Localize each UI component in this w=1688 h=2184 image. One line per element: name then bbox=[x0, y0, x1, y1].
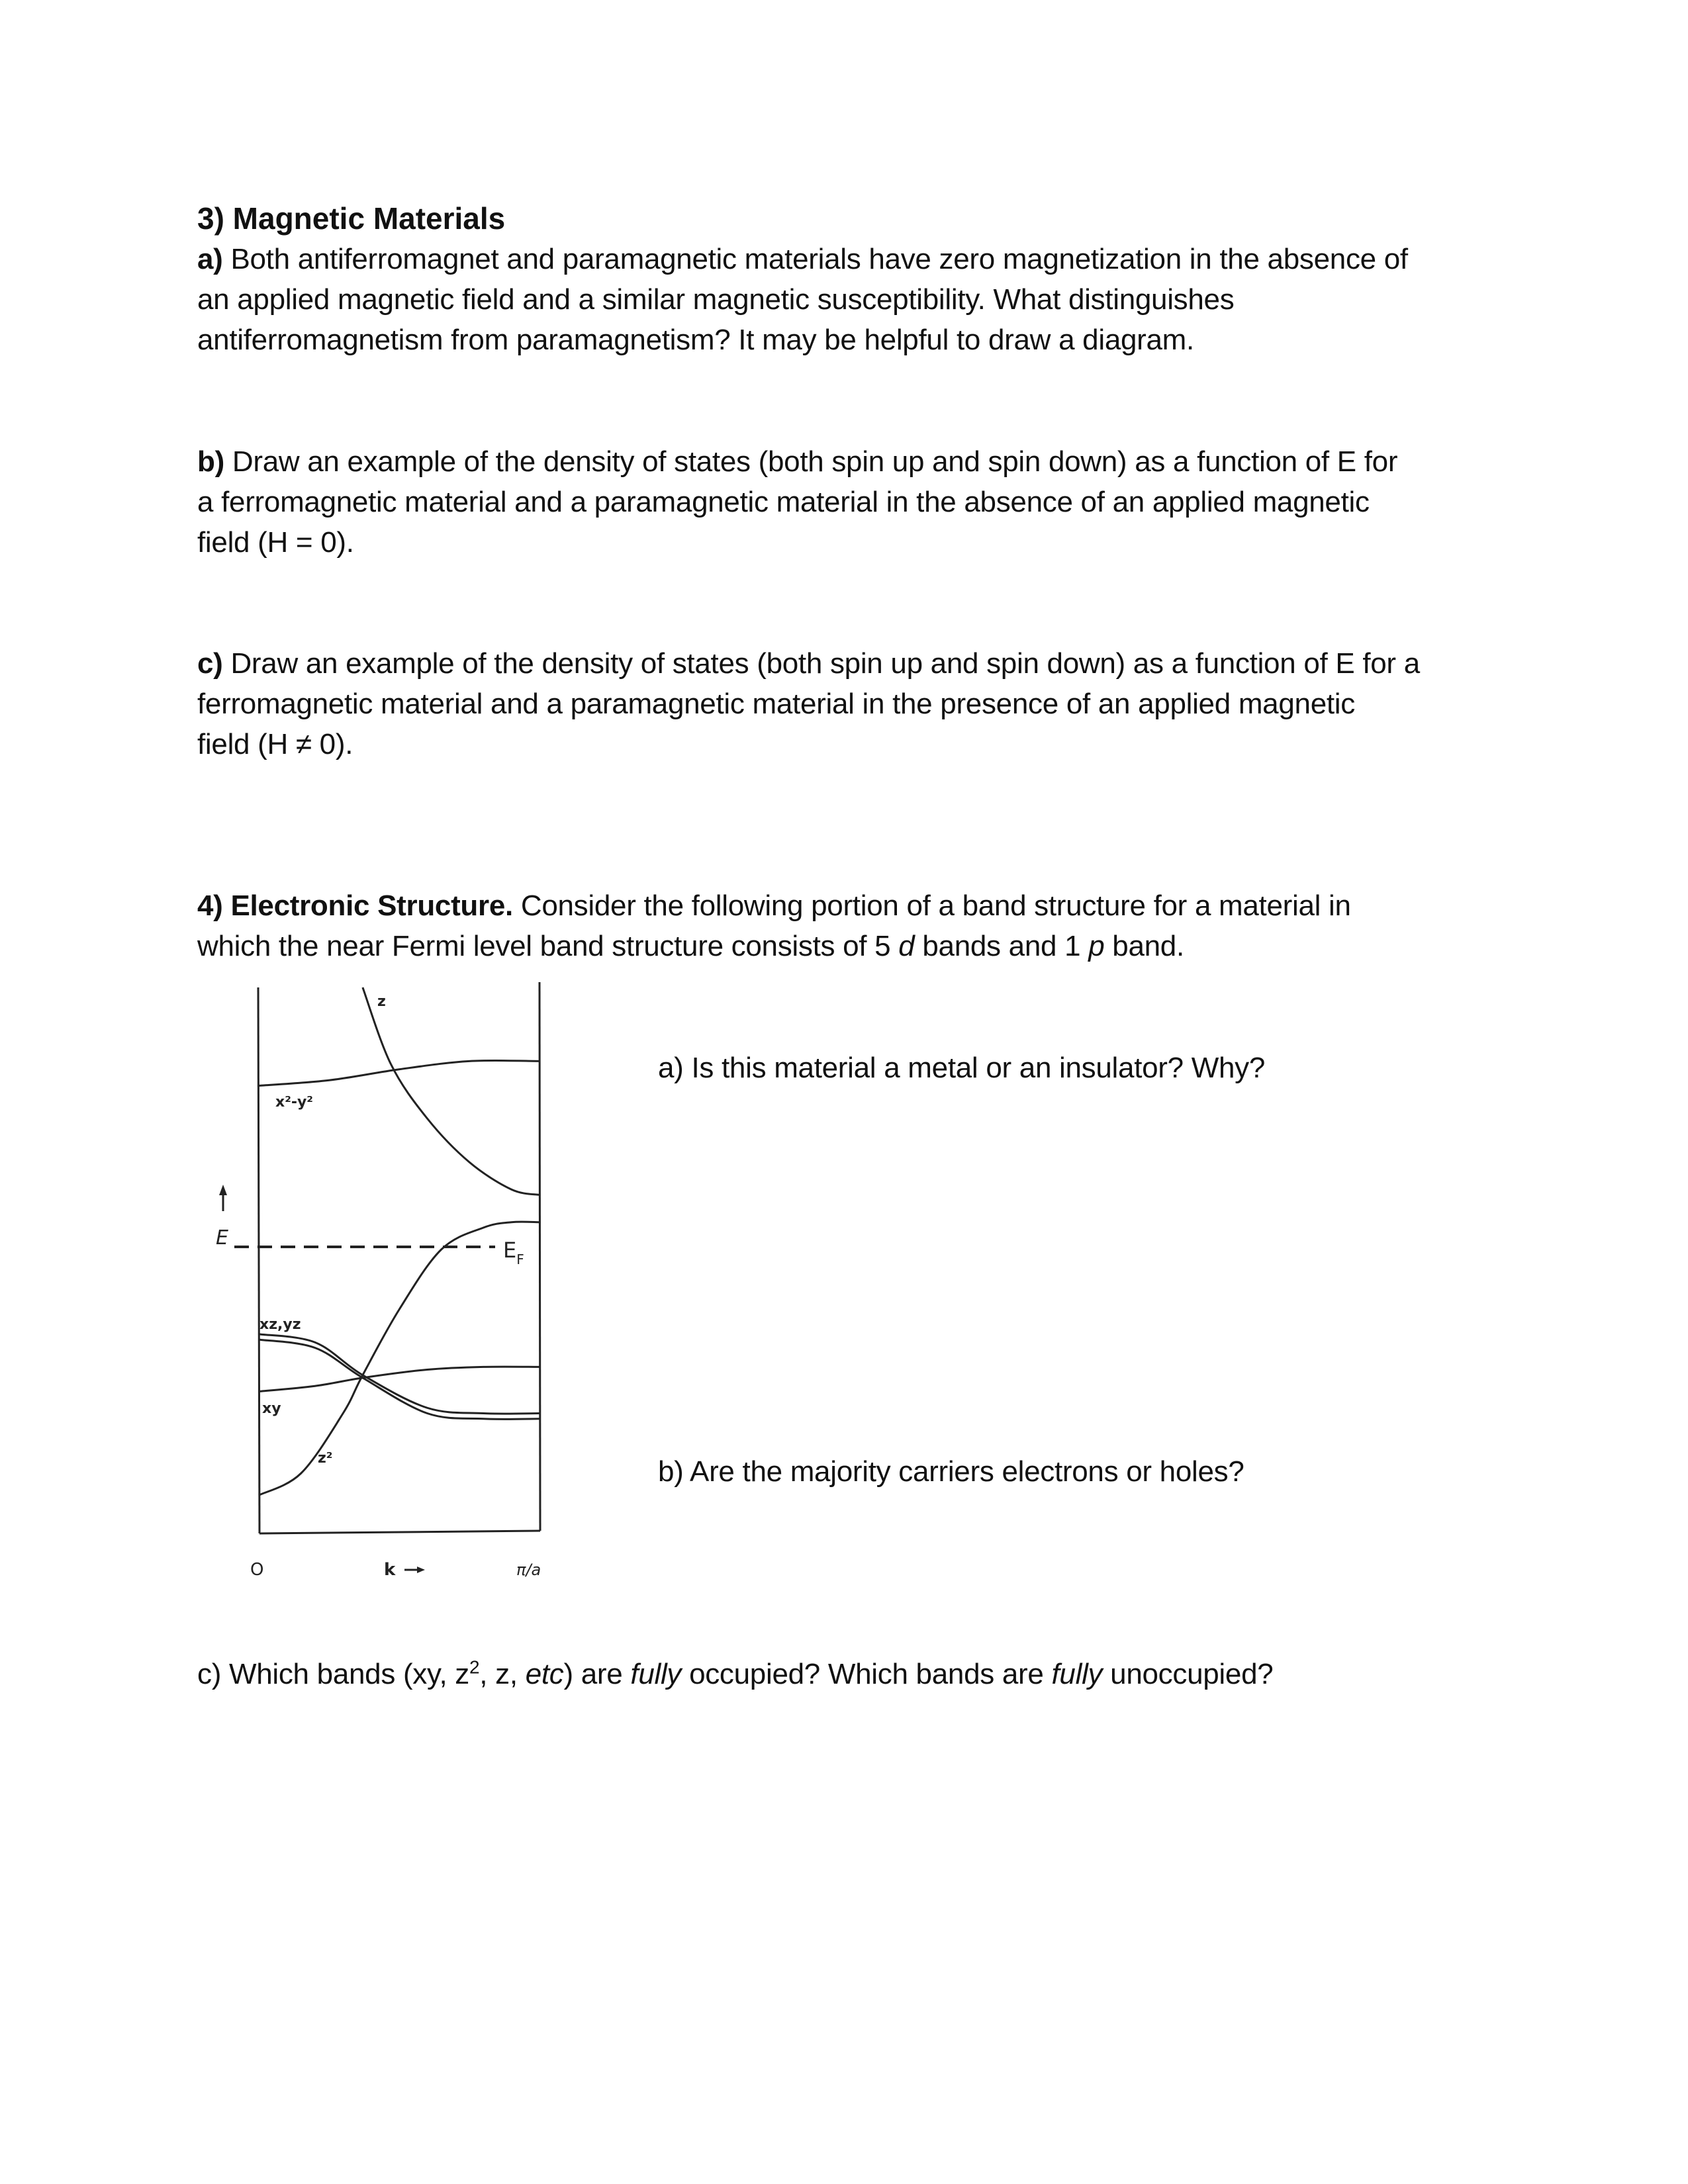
question-3c-line-3: field (H ≠ 0). bbox=[197, 728, 353, 760]
question-3b-line-3: field (H = 0). bbox=[197, 526, 354, 559]
band-curve-z-p bbox=[259, 1222, 539, 1495]
q4c-text: , z, bbox=[479, 1658, 526, 1690]
band-label-z2: z² bbox=[318, 1450, 333, 1467]
section-4-heading: 4) Electronic Structure. bbox=[197, 889, 513, 922]
question-3a-label: a) bbox=[197, 243, 223, 275]
question-4a: a) Is this material a metal or an insulator? Why? bbox=[658, 1052, 1266, 1084]
question-3a-line-2: an applied magnetic field and a similar magnetic susceptibility. What distinguishes bbox=[197, 283, 1235, 316]
fermi-label-main: E bbox=[503, 1238, 517, 1263]
band-label-xz-yz: xz,yz bbox=[259, 1316, 301, 1333]
question-3b-label: b) bbox=[197, 445, 224, 478]
question-3a-line-3: antiferromagnetism from paramagnetism? It may be helpful to draw a diagram. bbox=[197, 324, 1194, 356]
intro-d-italic: d bbox=[898, 930, 915, 962]
energy-axis-label: E bbox=[216, 1226, 228, 1250]
k-axis-end-label: π/a bbox=[516, 1561, 541, 1579]
q4c-etc-italic: etc bbox=[525, 1658, 564, 1690]
intro-text: which the near Fermi level band structure consists of 5 bbox=[197, 930, 899, 962]
right-axis-line bbox=[539, 982, 540, 1531]
band-label-z: z bbox=[377, 993, 386, 1010]
fermi-level-label bbox=[503, 1238, 524, 1267]
q4c-fully-italic: fully bbox=[1051, 1658, 1103, 1690]
question-3a-line-1: Both antiferromagnet and paramagnetic materials have zero magnetization in the absence of bbox=[222, 243, 1408, 275]
k-axis-label: k bbox=[384, 1560, 396, 1580]
k-axis-start-label: O bbox=[250, 1560, 264, 1580]
q4c-superscript: 2 bbox=[469, 1657, 480, 1678]
fermi-label-sub: F bbox=[516, 1251, 524, 1267]
energy-axis-arrow-icon bbox=[219, 1185, 227, 1211]
section-4-intro-line-1: Consider the following portion of a band structure for a material in bbox=[512, 889, 1351, 922]
q4c-text: c) Which bands (xy, z bbox=[197, 1658, 469, 1690]
q4c-text: ) are bbox=[563, 1658, 631, 1690]
left-axis-line bbox=[258, 987, 259, 1533]
question-3b-line-1: Draw an example of the density of states (both spin up and spin down) as a function of E for bbox=[224, 445, 1398, 478]
k-axis-arrow-icon bbox=[404, 1567, 425, 1573]
question-3c-line-1: Draw an example of the density of states (both spin up and spin down) as a function of E for a bbox=[222, 647, 1420, 680]
question-3b-line-2: a ferromagnetic material and a paramagnetic material in the absence of an applied magnetic bbox=[197, 486, 1370, 518]
band-curve-z bbox=[363, 987, 539, 1195]
band-curve-x-y bbox=[259, 1060, 539, 1085]
q4c-text: occupied? Which bands are bbox=[681, 1658, 1052, 1690]
intro-p-italic: p bbox=[1088, 930, 1105, 962]
intro-text: band. bbox=[1104, 930, 1184, 962]
question-3c-label: c) bbox=[197, 647, 223, 680]
question-4b: b) Are the majority carriers electrons or holes? bbox=[658, 1455, 1244, 1488]
q4c-text: unoccupied? bbox=[1102, 1658, 1274, 1690]
band-curve-xz-yz-lower bbox=[259, 1340, 539, 1419]
question-3c-line-2: ferromagnetic material and a paramagnetic material in the presence of an applied magnetic bbox=[197, 688, 1355, 720]
band-label-xy: xy bbox=[262, 1400, 281, 1417]
section-3-heading: 3) Magnetic Materials bbox=[197, 201, 506, 236]
bottom-axis-line bbox=[259, 1531, 540, 1533]
band-label-x2-y2: x²-y² bbox=[275, 1094, 313, 1111]
band-curve-xy bbox=[259, 1367, 539, 1391]
q4c-fully-italic: fully bbox=[630, 1658, 682, 1690]
band-curve-xz-yz-upper bbox=[259, 1334, 539, 1414]
intro-text: bands and 1 bbox=[914, 930, 1089, 962]
